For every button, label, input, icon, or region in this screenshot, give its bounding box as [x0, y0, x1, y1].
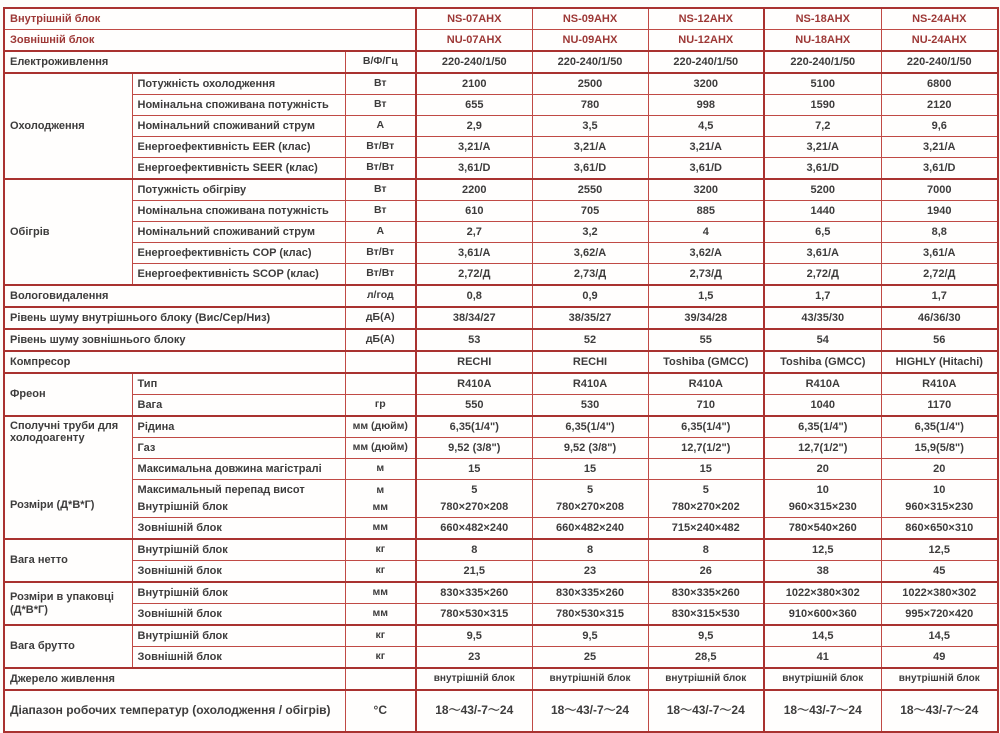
- value-cell: 660×482×240: [416, 518, 532, 540]
- model-name: NS-18AHX: [764, 8, 881, 30]
- value-cell: 995×720×420: [881, 604, 998, 626]
- value-cell: 3200: [648, 73, 764, 95]
- value-cell: 8: [416, 539, 532, 561]
- value-cell: 3,61/A: [881, 243, 998, 264]
- value-cell: 2200: [416, 179, 532, 201]
- value-cell: 12,7(1/2"): [764, 438, 881, 459]
- value-cell: 53: [416, 329, 532, 351]
- value-cell: 18～43/-7～24: [764, 690, 881, 732]
- spec-label: Компресор: [4, 351, 345, 373]
- model-name: NS-07AHX: [416, 8, 532, 30]
- table-row: [4, 264, 998, 286]
- value-cell: 9,52 (3/8"): [416, 438, 532, 459]
- table-row: [4, 137, 998, 158]
- unit-cell: [345, 373, 416, 395]
- group-label: Розміри (Д*В*Г): [10, 498, 95, 511]
- value-cell: 830×335×260: [532, 582, 648, 604]
- table-row: [4, 51, 998, 73]
- value-cell: 710: [648, 395, 764, 417]
- spec-label: Внутрішній блок: [132, 539, 345, 561]
- table-row: [4, 201, 998, 222]
- value-cell: 56: [881, 329, 998, 351]
- value-cell: 45: [881, 561, 998, 583]
- spec-label: [132, 480, 345, 518]
- value-cell: 1022×380×302: [764, 582, 881, 604]
- value-cell: 15,9(5/8"): [881, 438, 998, 459]
- spec-label: Потужність обігріву: [132, 179, 345, 201]
- unit-cell: Вт: [345, 95, 416, 116]
- spec-label: Максимальна довжина магістралі: [132, 459, 345, 480]
- table-row: [4, 416, 998, 438]
- table-row: [4, 647, 998, 669]
- unit-cell: мм (дюйм): [345, 438, 416, 459]
- value-cell: 860×650×310: [881, 518, 998, 540]
- spec-label: Вага: [132, 395, 345, 417]
- value-cell: 28,5: [648, 647, 764, 669]
- value-cell: [416, 480, 532, 518]
- value-cell: 9,6: [881, 116, 998, 137]
- value-cell: 3,61/D: [416, 158, 532, 180]
- value-cell: 550: [416, 395, 532, 417]
- group-label: Сполучні труби для холодоагенту: [10, 420, 119, 445]
- table-row: [4, 582, 998, 604]
- value-cell: 18～43/-7～24: [648, 690, 764, 732]
- table-row: [4, 604, 998, 626]
- value-cell: 14,5: [881, 625, 998, 647]
- value-cell: 43/35/30: [764, 307, 881, 329]
- model-name: NS-09AHX: [532, 8, 648, 30]
- table-row: [4, 690, 998, 732]
- value-cell: 25: [532, 647, 648, 669]
- value-cell: 780×540×260: [764, 518, 881, 540]
- value-cell: 220-240/1/50: [532, 51, 648, 73]
- value-cell: внутрішній блок: [532, 668, 648, 690]
- value-cell: 46/36/30: [881, 307, 998, 329]
- value-cell: 38/35/27: [532, 307, 648, 329]
- unit-cell: Вт/Вт: [345, 137, 416, 158]
- spec-label: Внутрішній блок: [132, 625, 345, 647]
- unit-cell: Вт: [345, 179, 416, 201]
- value-cell: 0,8: [416, 285, 532, 307]
- value-cell: 41: [764, 647, 881, 669]
- value-cell: 910×600×360: [764, 604, 881, 626]
- value-cell: 6,35(1/4"): [648, 416, 764, 438]
- value-cell: 2500: [532, 73, 648, 95]
- unit-cell: А: [345, 116, 416, 137]
- value-cell: 1,7: [764, 285, 881, 307]
- value-cell: HIGHLY (Hitachi): [881, 351, 998, 373]
- value-cell: 705: [532, 201, 648, 222]
- value-cell: 52: [532, 329, 648, 351]
- value-cell: 220-240/1/50: [764, 51, 881, 73]
- value-cell: 21,5: [416, 561, 532, 583]
- spec-label-line: Максимальный перепад висот: [137, 483, 305, 496]
- value-line: 780×270×208: [556, 500, 624, 513]
- value-line: 780×270×208: [440, 500, 509, 513]
- table-row: [4, 668, 998, 690]
- value-cell: 3,5: [532, 116, 648, 137]
- model-name: NU-07AHX: [416, 30, 532, 52]
- value-cell: 15: [416, 459, 532, 480]
- value-cell: 1440: [764, 201, 881, 222]
- value-cell: 26: [648, 561, 764, 583]
- unit-cell: кг: [345, 647, 416, 669]
- value-cell: [764, 480, 881, 518]
- model-row-label: Зовнішній блок: [4, 30, 416, 52]
- value-cell: 4,5: [648, 116, 764, 137]
- spec-label: Номінальна споживана потужність: [132, 201, 345, 222]
- spec-label: Газ: [132, 438, 345, 459]
- unit-cell: гр: [345, 395, 416, 417]
- value-cell: 6,35(1/4"): [416, 416, 532, 438]
- value-cell: 15: [532, 459, 648, 480]
- table-row: [4, 395, 998, 417]
- value-cell: 3,62/A: [532, 243, 648, 264]
- value-cell: R410A: [532, 373, 648, 395]
- value-cell: 3,61/D: [764, 158, 881, 180]
- spec-label: Енергоефективність EER (клас): [132, 137, 345, 158]
- unit-line: м: [376, 483, 385, 496]
- spec-label: Енергоефективність COP (клас): [132, 243, 345, 264]
- value-line: 10: [933, 483, 946, 496]
- table-row: [4, 243, 998, 264]
- table-row: [4, 480, 998, 518]
- value-line: 780×270×202: [671, 500, 740, 513]
- value-cell: 23: [416, 647, 532, 669]
- unit-cell: Вт/Вт: [345, 264, 416, 286]
- spec-label: Вологовидалення: [4, 285, 345, 307]
- table-row: [4, 95, 998, 116]
- value-cell: 2,73/Д: [648, 264, 764, 286]
- value-cell: 3200: [648, 179, 764, 201]
- unit-cell: Вт/Вт: [345, 243, 416, 264]
- value-cell: 2,72/Д: [764, 264, 881, 286]
- value-cell: 830×335×260: [416, 582, 532, 604]
- value-cell: 3,21/A: [764, 137, 881, 158]
- value-cell: 8: [532, 539, 648, 561]
- value-cell: 18～43/-7～24: [881, 690, 998, 732]
- value-cell: R410A: [648, 373, 764, 395]
- table-row: [4, 73, 998, 95]
- value-cell: 3,62/A: [648, 243, 764, 264]
- table-row: [4, 307, 998, 329]
- value-cell: 6,35(1/4"): [532, 416, 648, 438]
- unit-cell: Вт: [345, 73, 416, 95]
- group-label-cell: Охолодження: [4, 73, 132, 179]
- value-cell: 6,5: [764, 222, 881, 243]
- spec-label: Електроживлення: [4, 51, 345, 73]
- value-cell: RECHI: [532, 351, 648, 373]
- value-cell: 830×335×260: [648, 582, 764, 604]
- unit-cell: [345, 480, 416, 518]
- spec-label: Рівень шуму зовнішнього блоку: [4, 329, 345, 351]
- value-cell: 610: [416, 201, 532, 222]
- model-name: NS-12AHX: [648, 8, 764, 30]
- value-cell: 3,61/D: [881, 158, 998, 180]
- spec-label: Зовнішній блок: [132, 518, 345, 540]
- value-cell: 5200: [764, 179, 881, 201]
- unit-cell: В/Ф/Гц: [345, 51, 416, 73]
- value-cell: [532, 480, 648, 518]
- value-cell: 1590: [764, 95, 881, 116]
- spec-label: Зовнішній блок: [132, 604, 345, 626]
- group-label-cell: Вага нетто: [4, 539, 132, 582]
- table-row: [4, 329, 998, 351]
- spec-label: Рівень шуму внутрішнього блоку (Вис/Сер/Низ): [4, 307, 345, 329]
- value-cell: [881, 480, 998, 518]
- value-cell: 5100: [764, 73, 881, 95]
- group-label-cell: Фреон: [4, 373, 132, 416]
- value-cell: 655: [416, 95, 532, 116]
- value-cell: 2100: [416, 73, 532, 95]
- value-cell: 3,21/A: [532, 137, 648, 158]
- value-cell: 20: [764, 459, 881, 480]
- value-cell: 49: [881, 647, 998, 669]
- unit-cell: А: [345, 222, 416, 243]
- value-cell: 7000: [881, 179, 998, 201]
- unit-cell: м: [345, 459, 416, 480]
- value-cell: 715×240×482: [648, 518, 764, 540]
- value-cell: 38: [764, 561, 881, 583]
- value-cell: 1022×380×302: [881, 582, 998, 604]
- spec-label: Зовнішній блок: [132, 561, 345, 583]
- group-label-cell: Розміри в упаковці (Д*В*Г): [4, 582, 132, 625]
- table-row: [4, 561, 998, 583]
- value-line: 5: [702, 483, 709, 496]
- value-cell: 3,21/A: [881, 137, 998, 158]
- value-cell: 8,8: [881, 222, 998, 243]
- value-cell: R410A: [764, 373, 881, 395]
- value-cell: 830×315×530: [648, 604, 764, 626]
- value-cell: внутрішній блок: [648, 668, 764, 690]
- table-row: [4, 373, 998, 395]
- table-row: [4, 158, 998, 180]
- value-cell: 2,9: [416, 116, 532, 137]
- table-row: [4, 625, 998, 647]
- value-cell: 23: [532, 561, 648, 583]
- unit-cell: кг: [345, 561, 416, 583]
- value-cell: 530: [532, 395, 648, 417]
- value-cell: Toshiba (GMCC): [764, 351, 881, 373]
- spec-label: Тип: [132, 373, 345, 395]
- spec-label: Номінальний споживаний струм: [132, 222, 345, 243]
- value-cell: 9,5: [532, 625, 648, 647]
- value-cell: 9,52 (3/8"): [532, 438, 648, 459]
- unit-cell: дБ(А): [345, 329, 416, 351]
- table-row: [4, 518, 998, 540]
- value-cell: 39/34/28: [648, 307, 764, 329]
- model-name: NU-09AHX: [532, 30, 648, 52]
- value-cell: 20: [881, 459, 998, 480]
- value-cell: 18～43/-7～24: [532, 690, 648, 732]
- value-cell: 780: [532, 95, 648, 116]
- value-cell: 3,21/A: [648, 137, 764, 158]
- unit-cell: мм: [345, 518, 416, 540]
- unit-line: мм: [372, 500, 389, 513]
- value-cell: [648, 480, 764, 518]
- value-cell: 2120: [881, 95, 998, 116]
- unit-cell: кг: [345, 539, 416, 561]
- value-cell: 3,61/A: [416, 243, 532, 264]
- value-cell: 12,5: [764, 539, 881, 561]
- value-cell: R410A: [416, 373, 532, 395]
- value-cell: 54: [764, 329, 881, 351]
- value-cell: 3,61/A: [764, 243, 881, 264]
- spec-label: Номінальна споживана потужність: [132, 95, 345, 116]
- table-row: [4, 459, 998, 480]
- value-cell: 55: [648, 329, 764, 351]
- value-cell: 3,61/D: [532, 158, 648, 180]
- spec-table: [3, 7, 999, 733]
- unit-cell: мм: [345, 582, 416, 604]
- value-cell: 2,72/Д: [416, 264, 532, 286]
- value-cell: 1170: [881, 395, 998, 417]
- value-cell: 9,5: [416, 625, 532, 647]
- value-cell: 12,5: [881, 539, 998, 561]
- model-row-label: Внутрішній блок: [4, 8, 416, 30]
- unit-cell: кг: [345, 625, 416, 647]
- spec-label-line: Внутрішній блок: [137, 500, 228, 513]
- value-cell: 3,61/D: [648, 158, 764, 180]
- spec-label: Зовнішній блок: [132, 647, 345, 669]
- value-cell: 6,35(1/4"): [764, 416, 881, 438]
- table-row: [4, 179, 998, 201]
- table-row: [4, 116, 998, 137]
- value-cell: 7,2: [764, 116, 881, 137]
- value-cell: 2550: [532, 179, 648, 201]
- value-cell: 2,72/Д: [881, 264, 998, 286]
- value-line: 960×315×230: [788, 500, 857, 513]
- unit-cell: л/год: [345, 285, 416, 307]
- table-row: [4, 30, 998, 52]
- spec-label: Номінальний споживаний струм: [132, 116, 345, 137]
- spec-label: Діапазон робочих температур (охолодження / обігрів): [4, 690, 345, 732]
- unit-cell: [345, 668, 416, 690]
- value-cell: 8: [648, 539, 764, 561]
- unit-cell: °С: [345, 690, 416, 732]
- spec-label: Енергоефективність SEER (клас): [132, 158, 345, 180]
- value-line: 5: [471, 483, 478, 496]
- value-cell: 998: [648, 95, 764, 116]
- value-cell: 220-240/1/50: [648, 51, 764, 73]
- value-cell: 3,21/A: [416, 137, 532, 158]
- value-line: 5: [586, 483, 594, 496]
- value-cell: внутрішній блок: [764, 668, 881, 690]
- value-cell: RECHI: [416, 351, 532, 373]
- unit-cell: мм: [345, 604, 416, 626]
- model-name: NU-24AHX: [881, 30, 998, 52]
- value-cell: 6,35(1/4"): [881, 416, 998, 438]
- table-row: [4, 8, 998, 30]
- value-cell: 2,73/Д: [532, 264, 648, 286]
- value-cell: 0,9: [532, 285, 648, 307]
- value-cell: 885: [648, 201, 764, 222]
- unit-cell: [345, 351, 416, 373]
- spec-label: Внутрішній блок: [132, 582, 345, 604]
- value-cell: 15: [648, 459, 764, 480]
- value-line: 960×315×230: [905, 500, 974, 513]
- value-cell: внутрішній блок: [416, 668, 532, 690]
- value-cell: 1,5: [648, 285, 764, 307]
- model-name: NU-12AHX: [648, 30, 764, 52]
- value-cell: 18～43/-7～24: [416, 690, 532, 732]
- value-cell: 38/34/27: [416, 307, 532, 329]
- spec-label: Рідина: [132, 416, 345, 438]
- table-row: [4, 539, 998, 561]
- table-row: [4, 351, 998, 373]
- value-cell: Toshiba (GMCC): [648, 351, 764, 373]
- spec-label: Енергоефективність SCOP (клас): [132, 264, 345, 286]
- model-name: NU-18AHX: [764, 30, 881, 52]
- unit-cell: дБ(А): [345, 307, 416, 329]
- value-cell: 3,2: [532, 222, 648, 243]
- value-cell: 2,7: [416, 222, 532, 243]
- value-cell: внутрішній блок: [881, 668, 998, 690]
- group-label-cell: Обігрів: [4, 179, 132, 285]
- group-label-cell: Вага брутто: [4, 625, 132, 668]
- unit-cell: Вт: [345, 201, 416, 222]
- value-cell: 660×482×240: [532, 518, 648, 540]
- unit-cell: Вт/Вт: [345, 158, 416, 180]
- value-cell: 780×530×315: [416, 604, 532, 626]
- value-cell: 220-240/1/50: [881, 51, 998, 73]
- value-cell: 220-240/1/50: [416, 51, 532, 73]
- value-cell: R410A: [881, 373, 998, 395]
- spec-label: Потужність охолодження: [132, 73, 345, 95]
- value-cell: 780×530×315: [532, 604, 648, 626]
- table-row: [4, 285, 998, 307]
- value-cell: 14,5: [764, 625, 881, 647]
- model-name: NS-24AHX: [881, 8, 998, 30]
- value-cell: 4: [648, 222, 764, 243]
- value-line: 10: [816, 483, 829, 496]
- unit-cell: мм (дюйм): [345, 416, 416, 438]
- spec-label: Джерело живлення: [4, 668, 345, 690]
- value-cell: 6800: [881, 73, 998, 95]
- value-cell: 12,7(1/2"): [648, 438, 764, 459]
- value-cell: 1040: [764, 395, 881, 417]
- value-cell: 9,5: [648, 625, 764, 647]
- table-row: [4, 222, 998, 243]
- group-label-cell: [4, 416, 132, 539]
- table-row: [4, 438, 998, 459]
- value-cell: 1,7: [881, 285, 998, 307]
- value-cell: 1940: [881, 201, 998, 222]
